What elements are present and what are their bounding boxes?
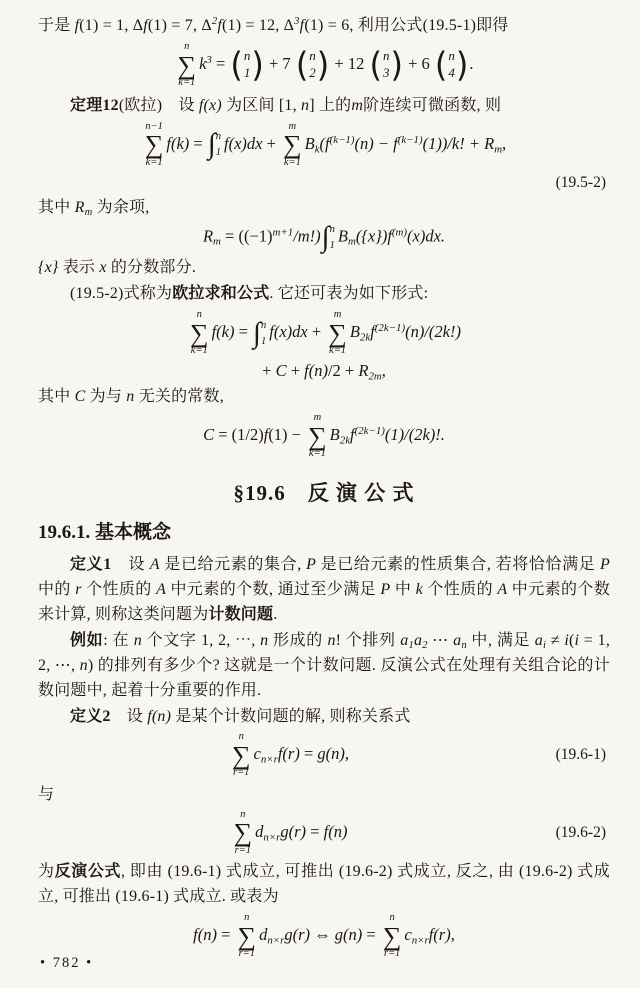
math-token-tx: = (1/2)	[214, 425, 264, 445]
math-token-it: A	[156, 580, 167, 598]
math-token-tx: =	[216, 925, 235, 945]
paragraph-and	[38, 782, 610, 807]
math-token-tx: =	[362, 925, 380, 945]
math-token-sup: 3	[294, 16, 300, 28]
math-token-it: C	[203, 425, 215, 445]
math-token-big: m ∑ k=1	[283, 120, 302, 168]
math-token-it: g(r)	[280, 821, 307, 841]
equation-euler-summation	[38, 121, 610, 170]
math-token-it: (1)/(2k)!.	[384, 425, 445, 445]
math-token-tx: ≠	[546, 631, 565, 649]
math-token-tx: 为余项,	[92, 199, 150, 217]
math-token-tx: 的分数部分.	[106, 259, 197, 277]
math-token-it: n	[301, 96, 310, 114]
math-token-int: ∫ n 1	[207, 128, 222, 161]
math-token-it: x	[99, 259, 107, 277]
math-token-it: B	[329, 425, 340, 445]
math-token-tx: 为	[38, 863, 55, 881]
math-token-it: k	[415, 580, 423, 598]
math-token-sub: i	[542, 640, 547, 652]
math-token-it: f(r)	[277, 744, 300, 763]
math-token-big: n ∑ k=1	[190, 309, 209, 357]
math-token-it: P	[306, 555, 317, 573]
math-token-bd: 定义2	[70, 707, 111, 725]
math-token-tx: (1) = 12, Δ	[222, 17, 295, 34]
math-token-sub: 2k	[339, 434, 351, 447]
math-token-sub: n×r	[411, 934, 429, 947]
math-token-tx: 阶连续可微函数, 则	[363, 96, 502, 114]
math-token-tx: 为与	[85, 388, 127, 406]
math-token-sup: 2	[211, 16, 218, 28]
paragraph-remainder	[38, 195, 610, 220]
math-token-it: R	[202, 226, 214, 246]
math-token-tx: (1) −	[268, 425, 306, 445]
math-token-tx: +	[262, 133, 281, 153]
math-token-it: B	[304, 133, 315, 153]
math-token-it: f	[370, 322, 375, 342]
paragraph-definition-1	[38, 552, 610, 627]
equation-constant-c	[38, 412, 610, 461]
math-token-it: f(x)dx	[224, 133, 263, 153]
math-token-tx: =	[211, 54, 230, 74]
math-token-tx: =	[299, 744, 318, 763]
paragraph-formula-name	[38, 281, 610, 306]
paragraph-theorem-12	[38, 93, 610, 118]
math-token-tx: (	[568, 631, 575, 649]
math-token-it: k	[199, 54, 207, 74]
math-token-it: A	[149, 555, 160, 573]
math-token-bd: 欧拉求和公式	[172, 285, 270, 303]
math-token-it: f(n)	[193, 925, 217, 945]
math-token-tx: 为区间 [1,	[221, 96, 302, 114]
math-token-tx: ,	[450, 925, 455, 945]
math-token-it: f	[217, 17, 222, 34]
math-token-sup: (m)	[391, 226, 408, 239]
math-token-it: f(n)	[323, 821, 348, 841]
math-token-tx: ,	[344, 744, 350, 763]
math-token-it: f	[299, 17, 305, 34]
math-token-it: a	[534, 631, 543, 649]
math-token-it: ({x})f	[355, 226, 392, 246]
math-token-big: m ∑ k=1	[308, 412, 327, 460]
math-token-tx: ] 上的	[309, 96, 352, 114]
math-token-binom: ( n 2 )	[295, 45, 330, 86]
math-token-bd: 计数问题	[208, 605, 274, 623]
math-token-it: g(n)	[334, 925, 363, 945]
math-token-it: a	[400, 631, 409, 649]
paragraph-definition-2	[38, 704, 610, 729]
math-token-tx: 表示	[58, 259, 100, 277]
math-token-it: f(k)	[166, 133, 190, 153]
equation-cube-sum	[38, 41, 610, 90]
math-token-tx: . 它还可表为如下形式:	[269, 285, 429, 303]
math-token-sub: m	[84, 207, 93, 219]
math-token-it: f	[263, 425, 269, 445]
math-token-it: (x)dx.	[407, 226, 446, 246]
math-token-tx: 中的	[38, 580, 76, 598]
math-token-it: f(n)	[147, 707, 172, 725]
math-token-tx: 中, 满足	[466, 631, 535, 649]
math-token-tx: =	[189, 133, 207, 153]
math-token-tx: 设	[111, 555, 150, 573]
math-token-it: A	[497, 580, 508, 598]
math-token-tx: 中	[390, 580, 416, 598]
math-token-it: f(r)	[428, 925, 451, 945]
math-token-tx: 中元素的个数来计算, 则称这类问题为	[38, 580, 611, 623]
math-token-tx: + 12	[330, 54, 369, 74]
math-token-bd: 例如	[70, 631, 104, 649]
math-token-sub: n×r	[267, 934, 285, 947]
paragraph-example	[38, 628, 610, 703]
math-token-tx: (欧拉) 设	[118, 96, 199, 114]
equation-19-6-2	[38, 809, 540, 858]
math-token-big: n ∑ k=1	[177, 41, 197, 88]
math-token-sub: 2m	[368, 370, 382, 382]
math-token-tx: ⋯	[427, 631, 454, 649]
section-heading: §19.6 反 演 公 式	[233, 480, 415, 505]
math-token-sup: (k−1)	[329, 133, 355, 146]
math-token-tx: (1) = 7, Δ	[147, 17, 212, 34]
math-token-tx: 其中	[38, 388, 75, 406]
equation-equivalence	[38, 912, 610, 961]
math-token-it: B	[349, 322, 360, 342]
math-token-tx: .	[469, 54, 474, 74]
math-token-it: C	[275, 360, 287, 380]
math-token-binom: ( n 4 )	[434, 45, 469, 86]
math-token-tx: .	[273, 605, 278, 623]
math-token-sub: m	[213, 235, 221, 248]
equation-euler-alt-line1	[38, 309, 610, 358]
equation-row-19-6-2	[38, 809, 610, 858]
math-token-int: ∫ n 1	[253, 316, 267, 349]
math-token-int: ∫ n 1	[321, 221, 335, 254]
subsection-heading: 19.6.1. 基本概念	[38, 521, 172, 543]
math-token-it: a	[453, 631, 462, 649]
math-token-tx: = 1, 2, ⋯,	[38, 631, 611, 674]
math-token-tx: 个文字 1, 2, ⋯,	[141, 631, 261, 649]
math-token-it: a	[413, 631, 423, 649]
math-token-it: f	[143, 17, 148, 34]
math-token-bd: 定理12	[70, 96, 119, 114]
math-token-tx: 无关的常数,	[134, 388, 224, 406]
math-token-it: f(k)	[211, 322, 235, 342]
math-token-sup: (2k−1)	[354, 425, 385, 438]
math-token-it: c	[253, 744, 261, 763]
equation-19-6-1	[38, 731, 540, 780]
math-token-tx: ⇔	[310, 925, 335, 945]
math-token-big: n ∑ r=1	[233, 808, 253, 856]
math-token-tx: 中元素的个数, 通过至少满足	[166, 580, 381, 598]
math-token-big: m ∑ k=1	[328, 309, 347, 357]
math-token-sub: 1	[408, 640, 414, 652]
math-token-bd: 反演公式	[54, 863, 122, 881]
math-token-big: n ∑ r=1	[231, 730, 251, 778]
math-token-big: n−1 ∑ k=1	[144, 120, 164, 168]
paragraph-fractional-part	[38, 255, 610, 280]
math-token-it: f(x)	[198, 96, 222, 114]
math-token-it: i	[564, 631, 569, 649]
page-number: • 782 •	[40, 955, 94, 971]
math-token-sub: 2	[422, 640, 428, 652]
equation-tag-19-6-1: (19.6-1)	[555, 746, 606, 764]
math-token-tx: 是已给元素的集合,	[159, 555, 307, 573]
math-token-binom: ( n 3 )	[369, 45, 403, 86]
math-token-tx: /2 +	[327, 360, 359, 380]
math-token-bd: 定义1	[70, 555, 112, 573]
math-token-it: B	[337, 226, 348, 246]
math-token-sup: (k−1)	[397, 133, 423, 146]
math-token-it: i	[574, 631, 580, 649]
math-token-it: R	[74, 199, 85, 217]
math-token-it: /m!)	[293, 226, 321, 246]
math-token-it: m	[351, 96, 364, 114]
math-token-tx: ) 的排列有多少个? 这就是一个计数问题. 反演公式在处理有关组合论的计数问题中, 起着十分重要的作用.	[38, 656, 610, 699]
math-token-sub: k	[314, 142, 320, 155]
math-token-tx: 个性质的	[422, 580, 498, 598]
math-token-it: f(x)dx	[269, 322, 308, 342]
math-token-tx: ,	[381, 360, 386, 380]
equation-row-19-6-1	[38, 731, 610, 780]
math-token-it: d	[259, 925, 268, 945]
math-token-it: (n) − f	[354, 133, 398, 153]
math-token-tx: =	[234, 322, 253, 342]
math-token-it: P	[600, 555, 610, 573]
math-token-it: n	[126, 388, 135, 406]
math-token-sub: m	[494, 142, 503, 155]
math-token-it: (1))/k! + R	[422, 133, 495, 153]
math-token-sub: n	[461, 640, 467, 652]
math-token-binom: ( n 1 )	[230, 45, 264, 86]
math-token-sup: m+1	[272, 226, 294, 239]
math-token-tx: 与	[38, 785, 55, 803]
math-token-tx: + 7	[264, 54, 295, 74]
math-token-it: (n)/(2k!)	[405, 322, 461, 342]
equation-tag-19-5-2: (19.5-2)	[555, 174, 606, 192]
math-token-it: f(n)	[304, 360, 328, 380]
math-token-tx: ! 个排列	[335, 631, 401, 649]
math-token-big: n ∑ r=1	[237, 912, 257, 960]
math-token-tx: 于是	[38, 17, 75, 34]
equation-remainder	[38, 223, 610, 252]
math-token-it: n	[260, 631, 269, 649]
math-token-sup: 3	[206, 54, 212, 67]
paragraph-constant	[38, 384, 610, 409]
math-token-sup: (2k−1)	[374, 322, 406, 335]
math-token-sub: n×r	[263, 830, 281, 843]
math-token-it: c	[404, 925, 412, 945]
math-token-sub: 2k	[359, 331, 371, 344]
math-token-it: d	[255, 821, 264, 841]
paragraph-intro	[38, 13, 610, 38]
math-token-it: r	[75, 580, 82, 598]
math-token-tx: 形成的	[268, 631, 328, 649]
math-token-it: (f	[319, 133, 330, 153]
math-token-tx: + 6	[403, 54, 434, 74]
math-token-tx: (1) = 6, 利用公式(19.5-1)即得	[304, 17, 509, 34]
math-token-tx: +	[286, 360, 305, 380]
equation-tag-19-6-2: (19.6-2)	[555, 823, 606, 841]
math-token-it: f	[74, 17, 80, 34]
math-token-big: n ∑ r=1	[382, 912, 402, 960]
math-token-tx: : 在	[103, 631, 134, 649]
paragraph-inversion	[38, 859, 610, 909]
math-token-it: n	[79, 656, 88, 674]
math-token-it: f	[350, 425, 355, 445]
math-token-tx: , 即由 (19.6-1) 式成立, 可推出 (19.6-2) 式成立, 反之, 由 (19.6-2) 式成立, 可推出 (19.6-1) 式成立. 或表为	[38, 863, 610, 906]
math-token-it: n	[133, 631, 142, 649]
math-token-it: g(r)	[284, 925, 311, 945]
math-token-it: C	[74, 388, 86, 406]
math-token-tx: (19.5-2)式称为	[70, 285, 173, 303]
equation-euler-alt-line2	[38, 361, 610, 382]
math-token-tx: +	[262, 360, 276, 380]
math-token-sub: m	[347, 235, 356, 248]
math-token-tx: 其中	[38, 199, 75, 217]
math-token-tx: ,	[502, 133, 507, 153]
math-token-tx: =	[306, 821, 324, 841]
math-token-tx: 个性质的	[81, 580, 157, 598]
math-token-tx: 是某个计数问题的解, 则称关系式	[171, 707, 411, 725]
math-token-tx: 设	[110, 707, 148, 725]
math-token-it: n	[327, 631, 336, 649]
math-token-tx: +	[307, 322, 326, 342]
math-token-it: R	[358, 360, 369, 380]
math-token-tx: (1) = 1, Δ	[79, 17, 144, 34]
math-token-tx: 是已给元素的性质集合, 若将恰恰满足	[316, 555, 600, 573]
math-token-sub: n×r	[260, 753, 278, 766]
math-token-it: P	[380, 580, 391, 598]
math-token-it: g(n)	[317, 744, 345, 763]
math-token-it: {x}	[38, 259, 59, 277]
math-token-tx: = ((−1)	[220, 226, 273, 246]
